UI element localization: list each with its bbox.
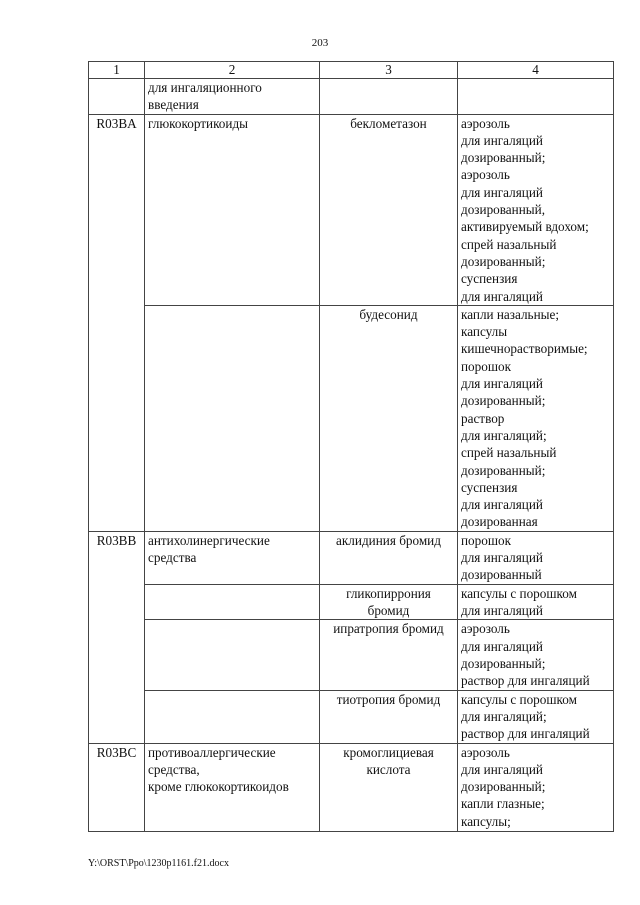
- table-row: [89, 690, 614, 743]
- group-cell: антихолинергические средства: [145, 531, 320, 584]
- drug-name-cell: кромоглициевая кислота: [320, 743, 458, 831]
- table-header-row: [89, 62, 614, 79]
- drug-name-cell: тиотропия бромид: [320, 690, 458, 743]
- drug-name-cell: гликопиррония бромид: [320, 584, 458, 620]
- table-row: [89, 620, 614, 690]
- dosage-forms-cell: аэрозоль для ингаляций дозированный; раствор для ингаляций: [458, 620, 614, 690]
- drug-name-cell: ипратропия бромид: [320, 620, 458, 690]
- header-col-2: 2: [145, 62, 320, 79]
- atc-code-cell: [89, 584, 145, 620]
- atc-code-cell: [89, 620, 145, 690]
- drug-name-cell: будесонид: [320, 305, 458, 531]
- table-row: [89, 305, 614, 531]
- group-cell: глюкокортикоиды: [145, 114, 320, 305]
- dosage-forms-cell: капли назальные; капсулы кишечнорастворимые; порошок для ингаляций дозированный; раствор для ингаляций; спрей назальный дозированный; суспензия для ингаляций дозированная: [458, 305, 614, 531]
- drug-name-cell: аклидиния бромид: [320, 531, 458, 584]
- atc-code-cell: [89, 79, 145, 115]
- drug-name-cell: [320, 79, 458, 115]
- dosage-forms-cell: аэрозоль для ингаляций дозированный; аэрозоль для ингаляций дозированный, активируемый вдохом; спрей назальный дозированный; суспензия для ингаляций: [458, 114, 614, 305]
- table-row: [89, 743, 614, 831]
- drug-name-cell: беклометазон: [320, 114, 458, 305]
- atc-code-cell: R03BC: [89, 743, 145, 831]
- dosage-forms-cell: капсулы с порошком для ингаляций: [458, 584, 614, 620]
- group-cell: противоаллергические средства, кроме глюкокортикоидов: [145, 743, 320, 831]
- atc-code-cell: R03BA: [89, 114, 145, 305]
- drug-table: [88, 61, 614, 832]
- page-number: 203: [311, 37, 329, 49]
- dosage-forms-cell: [458, 79, 614, 115]
- atc-code-cell: [89, 690, 145, 743]
- atc-code-cell: R03BB: [89, 531, 145, 584]
- table-row: [89, 79, 614, 115]
- dosage-forms-cell: аэрозоль для ингаляций дозированный; капли глазные; капсулы;: [458, 743, 614, 831]
- header-col-3: 3: [320, 62, 458, 79]
- document-file-path: Y:\ORST\Ppo\1230p1161.f21.docx: [88, 858, 229, 869]
- group-cell: [145, 620, 320, 690]
- dosage-forms-cell: капсулы с порошком для ингаляций; раствор для ингаляций: [458, 690, 614, 743]
- header-col-4: 4: [458, 62, 614, 79]
- table-row: [89, 531, 614, 584]
- group-cell: для ингаляционного введения: [145, 79, 320, 115]
- group-cell: [145, 690, 320, 743]
- table-row: [89, 584, 614, 620]
- dosage-forms-cell: порошок для ингаляций дозированный: [458, 531, 614, 584]
- group-cell: [145, 305, 320, 531]
- header-col-1: 1: [89, 62, 145, 79]
- atc-code-cell: [89, 305, 145, 531]
- group-cell: [145, 584, 320, 620]
- table-row: [89, 114, 614, 305]
